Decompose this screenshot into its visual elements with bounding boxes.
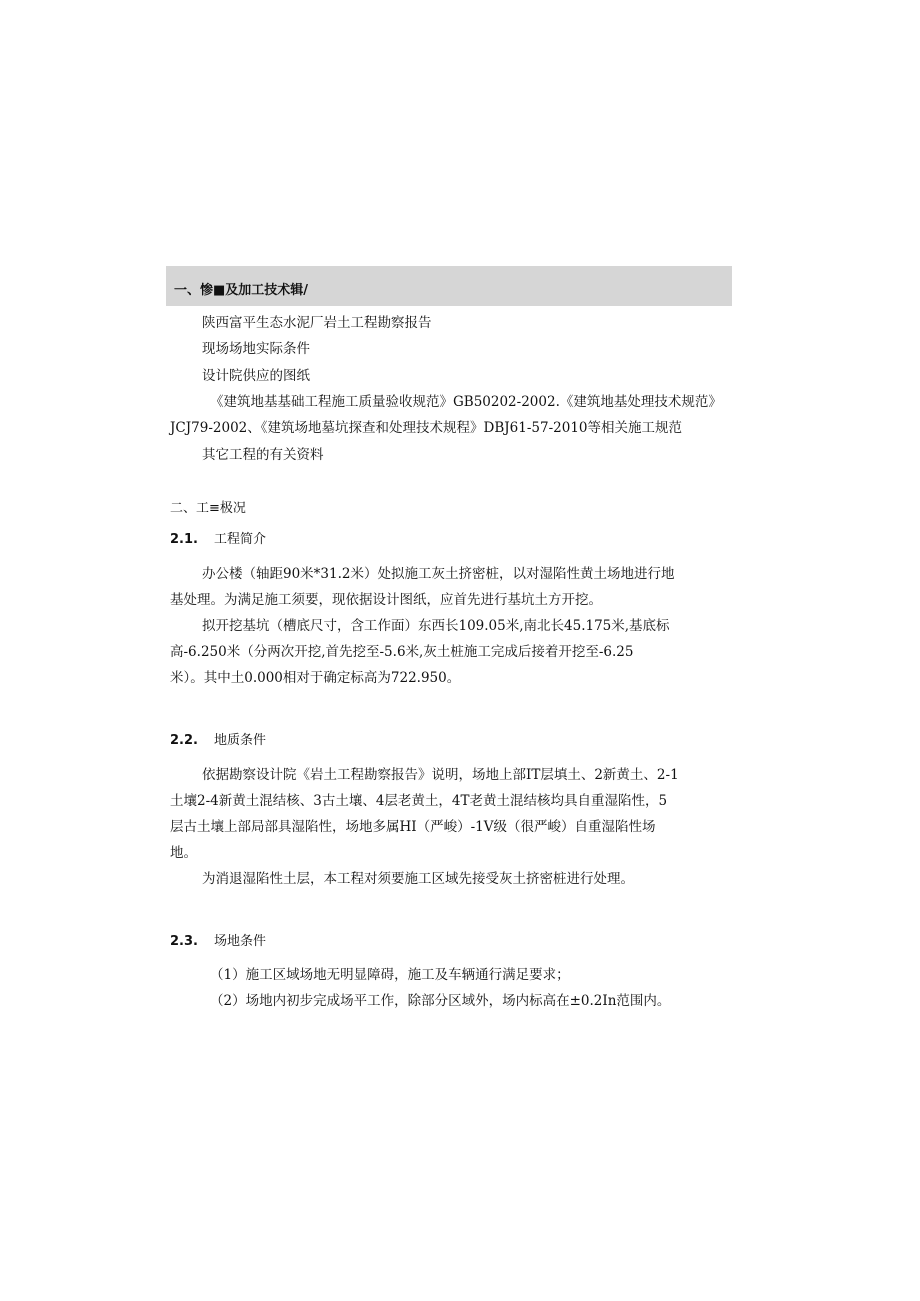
- heading-2-3-title: 场地条件: [214, 934, 267, 949]
- heading-2-2-number: 2.2.: [170, 733, 198, 748]
- heading-2-2-title: 地质条件: [214, 733, 267, 748]
- heading-2-3: [170, 930, 266, 949]
- s21-paragraph-1-line-1: 办公楼（轴距90米*31.2米）处拟施工灰土挤密桩，以对湿陷性黄土场地进行地: [202, 566, 675, 582]
- s21-paragraph-1-line-2: 基处理。为满足施工须要，现依据设计图纸，应首先进行基坑土方开挖。: [170, 592, 602, 608]
- heading-2-2: [170, 729, 266, 748]
- s23-item-2: （2）场地内初步完成场平工作，除部分区域外，场内标高在±0.2In范围内。: [210, 993, 671, 1009]
- basis-item-4-line-1: 《建筑地基基础工程施工质量验收规范》GB50202-2002.《建筑地基处理技术规范》: [210, 394, 722, 410]
- section-1-title: 一、惨■及加工技术辑/: [174, 283, 309, 298]
- section-1-header-bar: [166, 266, 732, 306]
- basis-item-1: 陕西富平生态水泥厂岩土工程勘察报告: [202, 315, 432, 331]
- heading-2-1-number: 2.1.: [170, 532, 198, 547]
- basis-item-4-line-2: JCJ79-2002、《建筑场地墓坑探查和处理技术规程》DBJ61-57-2010等相关施工规范: [170, 420, 682, 436]
- s22-paragraph-1-line-1: 依据勘察设计院《岩土工程勘察报告》说明，场地上部IT层填土、2新黄土、2-1: [202, 767, 679, 783]
- heading-2-1: [170, 528, 266, 547]
- basis-item-3: 设计院供应的图纸: [202, 368, 310, 384]
- s22-paragraph-1-line-2: 土壤2-4新黄土混结核、3古土壤、4层老黄土，4T老黄土混结核均具自重湿陷性，5: [170, 793, 668, 809]
- heading-2-3-number: 2.3.: [170, 934, 198, 949]
- s22-paragraph-1-line-4: 地。: [170, 845, 197, 861]
- s21-paragraph-2-line-1: 拟开挖基坑（槽底尺寸，含工作面）东西长109.05米,南北长45.175米,基底标: [202, 618, 670, 634]
- basis-item-2: 现场场地实际条件: [202, 341, 310, 357]
- s22-paragraph-2: 为消退湿陷性土层，本工程对须要施工区域先接受灰土挤密桩进行处理。: [202, 871, 634, 887]
- s21-paragraph-2-line-2: 高-6.250米（分两次开挖,首先挖至-5.6米,灰土桩施工完成后接着开挖至-6.25: [170, 644, 634, 660]
- s23-item-1: （1）施工区域场地无明显障碍，施工及车辆通行满足要求；: [210, 967, 570, 983]
- s22-paragraph-1-line-3: 层古土壤上部局部具湿陷性，场地多属HI（严峻）-1V级（很严峻）自重湿陷性场: [170, 819, 656, 835]
- section-2-title: 二、工≡极况: [170, 501, 246, 516]
- s21-paragraph-2-line-3: 米）。其中土0.000相对于确定标高为722.950。: [170, 670, 461, 686]
- basis-item-5: 其它工程的有关资料: [202, 447, 324, 463]
- heading-2-1-title: 工程简介: [214, 532, 267, 547]
